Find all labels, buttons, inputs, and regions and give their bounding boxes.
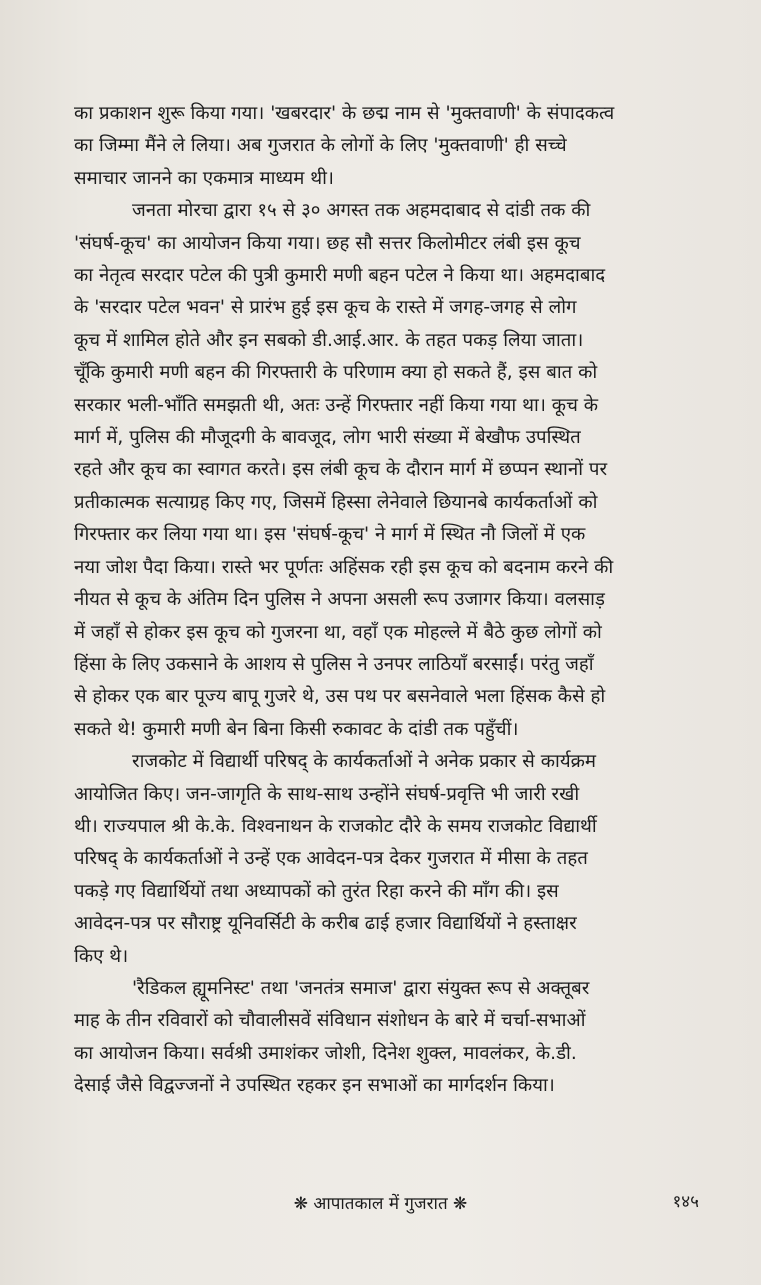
text-line: से होकर एक बार पूज्य बापू गुजरे थे, उस पथ पर बसनेवाले भला हिंसक कैसे हो	[74, 686, 606, 708]
text-line: आयोजित किए। जन-जागृति के साथ-साथ उन्होंने संघर्ष-प्रवृत्ति भी जारी रखी	[74, 783, 580, 805]
text-line: किए थे।	[74, 945, 129, 967]
text-line: नीयत से कूच के अंतिम दिन पुलिस ने अपना असली रूप उजागर किया। वलसाड़	[74, 589, 605, 611]
paragraph	[74, 195, 699, 746]
text-line: सरकार भली-भाँति समझती थी, अतः उन्हें गिरफ्तार नहीं किया गया था। कूच के	[74, 394, 599, 416]
text-line: प्रतीकात्मक सत्याग्रह किए गए, जिसमें हिस्सा लेनेवाले छियानबे कार्यकर्ताओं को	[74, 491, 598, 513]
paragraph	[74, 746, 699, 973]
text-line: का नेतृत्व सरदार पटेल की पुत्री कुमारी मणी बहन पटेल ने किया था। अहमदाबाद	[74, 265, 606, 287]
text-line: सकते थे! कुमारी मणी बेन बिना किसी रुकावट के दांडी तक पहुँचीं।	[74, 718, 519, 740]
text-line: पकड़े गए विद्यार्थियों तथा अध्यापकों को तुरंत रिहा करने की माँग की। इस	[74, 880, 559, 902]
text-line: में जहाँ से होकर इस कूच को गुजरना था, वहाँ एक मोहल्ले में बैठे कुछ लोगों को	[74, 621, 602, 643]
text-line: परिषद् के कार्यकर्ताओं ने उन्हें एक आवेदन-पत्र देकर गुजरात में मीसा के तहत	[74, 848, 588, 870]
text-line: समाचार जानने का एकमात्र माध्यम थी।	[74, 167, 334, 189]
page-body-text	[74, 98, 699, 1103]
text-line: 'संघर्ष-कूच' का आयोजन किया गया। छह सौ सत्तर किलोमीटर लंबी इस कूच	[74, 232, 581, 254]
text-line: राजकोट में विद्यार्थी परिषद् के कार्यकर्ताओं ने अनेक प्रकार से कार्यक्रम	[132, 751, 597, 773]
text-line: चूँकि कुमारी मणी बहन की गिरफ्तारी के परिणाम क्या हो सकते हैं, इस बात को	[74, 362, 598, 384]
paragraph	[74, 973, 699, 1103]
text-line: हिंसा के लिए उकसाने के आशय से पुलिस ने उनपर लाठियाँ बरसाईं। परंतु जहाँ	[74, 653, 594, 675]
running-footer-title: ❋ आपातकाल में गुजरात ❋	[293, 1194, 468, 1214]
text-line: के 'सरदार पटेल भवन' से प्रारंभ हुई इस कूच के रास्ते में जगह-जगह से लोग	[74, 297, 577, 319]
text-line: मार्ग में, पुलिस की मौजूदगी के बावजूद, लोग भारी संख्या में बेखौफ उपस्थित	[74, 427, 581, 449]
text-line: माह के तीन रविवारों को चौवालीसवें संविधान संशोधन के बारे में चर्चा-सभाओं	[74, 1010, 586, 1032]
text-line: का आयोजन किया। सर्वश्री उमाशंकर जोशी, दिनेश शुक्ल, मावलंकर, के.डी.	[74, 1042, 577, 1064]
text-line: गिरफ्तार कर लिया गया था। इस 'संघर्ष-कूच' ने मार्ग में स्थित नौ जिलों में एक	[74, 524, 586, 546]
text-line: का प्रकाशन शुरू किया गया। 'खबरदार' के छद्म नाम से 'मुक्तवाणी' के संपादकत्व	[74, 103, 615, 124]
text-line: नया जोश पैदा किया। रास्ते भर पूर्णतः अहिंसक रही इस कूच को बदनाम करने की	[74, 556, 614, 578]
text-line: कूच में शामिल होते और इन सबको डी.आई.आर. के तहत पकड़ लिया जाता।	[74, 329, 584, 351]
text-line: देसाई जैसे विद्वज्जनों ने उपस्थित रहकर इन सभाओं का मार्गदर्शन किया।	[74, 1075, 555, 1097]
page-number: १४५	[672, 1192, 699, 1212]
text-line: आवेदन-पत्र पर सौराष्ट्र यूनिवर्सिटी के करीब ढाई हजार विद्यार्थियों ने हस्ताक्षर	[74, 913, 577, 935]
text-line: थी। राज्यपाल श्री के.के. विश्वनाथन के राजकोट दौरे के समय राजकोट विद्यार्थी	[74, 815, 597, 837]
text-line: का जिम्मा मैंने ले लिया। अब गुजरात के लोगों के लिए 'मुक्तवाणी' ही सच्चे	[74, 135, 567, 157]
text-line: जनता मोरचा द्वारा १५ से ३० अगस्त तक अहमदाबाद से दांडी तक की	[132, 200, 591, 222]
text-line: 'रैडिकल ह्यूमनिस्ट' तथा 'जनतंत्र समाज' द्वारा संयुक्त रूप से अक्तूबर	[132, 977, 590, 999]
text-line: रहते और कूच का स्वागत करते। इस लंबी कूच के दौरान मार्ग में छप्पन स्थानों पर	[74, 459, 608, 481]
paragraph	[74, 98, 699, 195]
